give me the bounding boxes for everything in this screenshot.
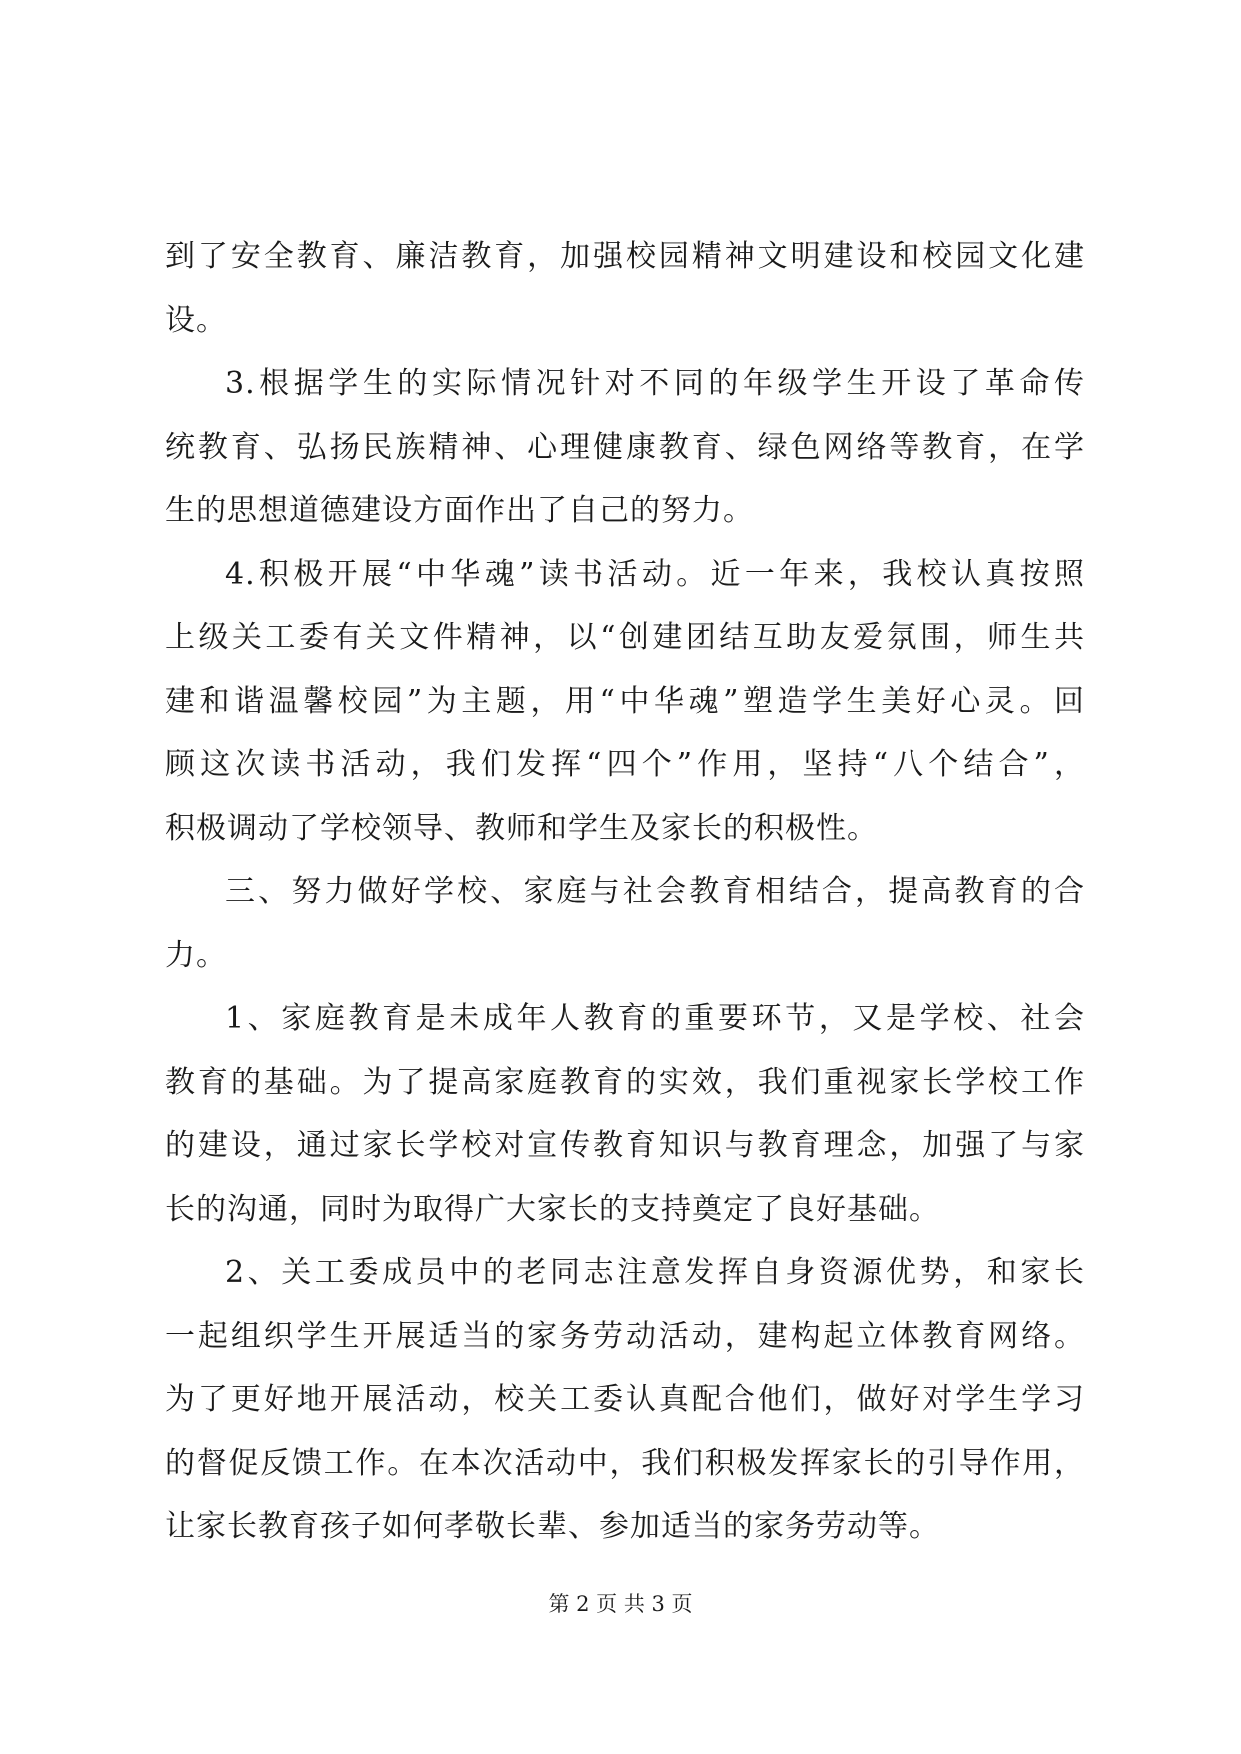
paragraph-section-3-heading [165, 860, 1085, 987]
paragraph-family-education [165, 987, 1085, 1241]
paragraph-item-4 [165, 543, 1085, 861]
text-line: 为了更好地开展活动，校关工委认真配合他们，做好对学生学习 [165, 1382, 1085, 1417]
text-line: 长的沟通，同时为取得广大家长的支持奠定了良好基础。 [165, 1191, 940, 1227]
text-line: 的督促反馈工作。在本次活动中，我们积极发挥家长的引导作用， [165, 1445, 1085, 1481]
text-line: 生的思想道德建设方面作出了自己的努力。 [165, 493, 754, 528]
document-body [165, 225, 1085, 1559]
text-line: 统教育、弘扬民族精神、心理健康教育、绿色网络等教育，在学 [165, 429, 1085, 465]
text-line: 到了安全教育、廉洁教育，加强校园精神文明建设和校园文化建 [165, 239, 1085, 274]
text-line: 的建设，通过家长学校对宣传教育知识与教育理念，加强了与家 [165, 1128, 1085, 1163]
text-line: 2、关工委成员中的老同志注意发挥自身资源优势，和家长 [225, 1255, 1085, 1290]
text-line: 力。 [165, 937, 227, 973]
text-line: 一起组织学生开展适当的家务劳动活动，建构起立体教育网络。 [165, 1318, 1085, 1354]
text-line: 三、努力做好学校、家庭与社会教育相结合，提高教育的合 [225, 874, 1085, 909]
text-line: 建和谐温馨校园”为主题，用“中华魂”塑造学生美好心灵。回 [165, 683, 1085, 719]
text-line: 3.根据学生的实际情况针对不同的年级学生开设了革命传 [225, 366, 1085, 401]
text-line: 教育的基础。为了提高家庭教育的实效，我们重视家长学校工作 [165, 1064, 1085, 1100]
text-line: 设。 [165, 302, 227, 338]
text-line: 上级关工委有关文件精神，以“创建团结互助友爱氛围，师生共 [165, 620, 1085, 655]
paragraph-committee-members [165, 1241, 1085, 1559]
text-line: 积极调动了学校领导、教师和学生及家长的积极性。 [165, 810, 878, 846]
paragraph-item-3 [165, 352, 1085, 543]
paragraph-school-culture [165, 225, 1085, 352]
page-number-footer: 第 2 页 共 3 页 [548, 1592, 693, 1616]
text-line: 4.积极开展“中华魂”读书活动。近一年来，我校认真按照 [225, 556, 1085, 592]
text-line: 顾这次读书活动，我们发挥“四个”作用，坚持“八个结合”， [165, 747, 1085, 782]
text-line: 1、家庭教育是未成年人教育的重要环节，又是学校、社会 [225, 1001, 1085, 1036]
text-line: 让家长教育孩子如何孝敬长辈、参加适当的家务劳动等。 [165, 1509, 940, 1544]
